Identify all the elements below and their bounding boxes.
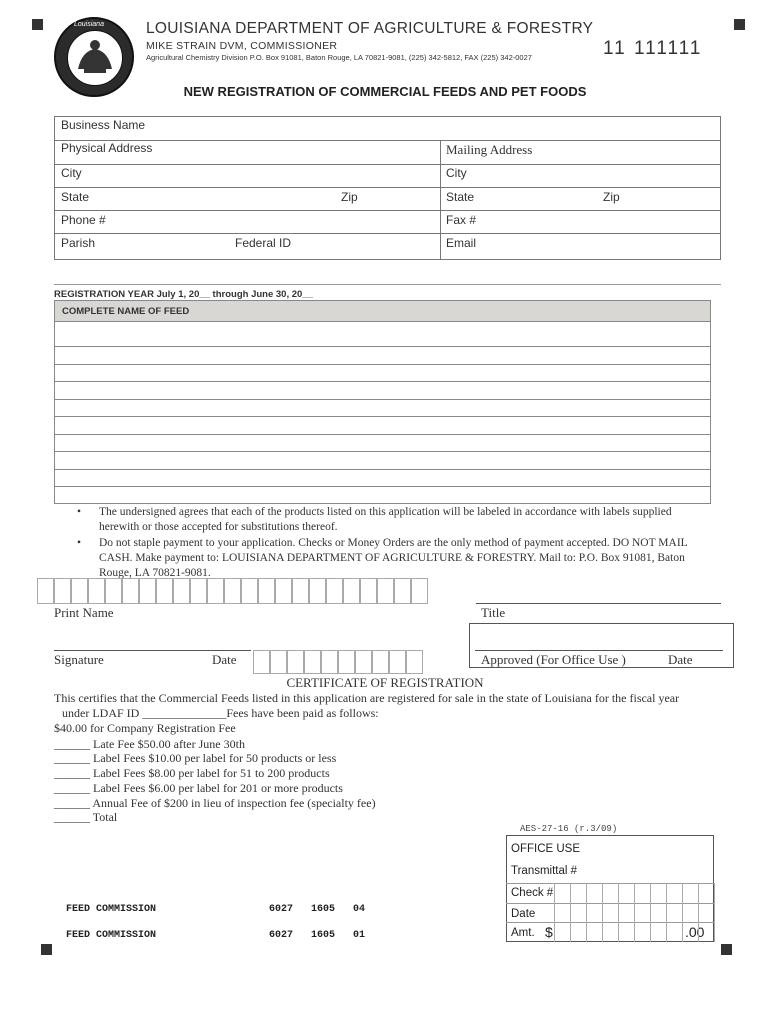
feed-commission-code: 6027 1605 04 — [269, 904, 366, 915]
total-fee[interactable]: ______ Total — [54, 810, 118, 824]
parish-field[interactable]: Parish — [61, 236, 96, 250]
check-number-grid[interactable] — [554, 883, 715, 903]
table-row[interactable] — [54, 486, 711, 487]
date-comb[interactable] — [253, 650, 423, 674]
division-address: Agricultural Chemistry Division P.O. Box 91081, Baton Rouge, LA 70821-9081, (225) 342-5812, FAX (225) 342-0027 — [146, 53, 532, 62]
form-title: NEW REGISTRATION OF COMMERCIAL FEEDS AND PET FOODS — [183, 84, 587, 99]
feed-table-header: COMPLETE NAME OF FEED — [54, 300, 711, 322]
mailing-city-field[interactable]: City — [446, 166, 467, 180]
approved-label: Approved (For Office Use ) — [481, 652, 626, 667]
registration-mark — [41, 944, 52, 955]
pelican-emblem — [67, 30, 123, 86]
table-row[interactable] — [54, 416, 711, 417]
registration-mark — [734, 19, 745, 30]
state-field[interactable]: State — [61, 190, 90, 204]
amount-cents: .00 — [685, 924, 705, 940]
table-row[interactable] — [54, 399, 711, 400]
labeling-statement: The undersigned agrees that each of the products listed on this application will be labeled in accordance with labels supplied herewith or those accepted for substitutions thereof. — [99, 506, 672, 533]
company-fee: $40.00 for Company Registration Fee — [54, 721, 236, 735]
dollar-sign: $ — [545, 924, 553, 940]
certificate-heading: CERTIFICATE OF REGISTRATION — [286, 675, 484, 690]
office-date-label: Date — [511, 908, 536, 920]
form-code: AES-27-16 (r.3/09) — [520, 824, 618, 834]
office-use-title: OFFICE USE — [511, 843, 581, 855]
approved-date-label: Date — [668, 652, 693, 667]
print-name-label: Print Name — [54, 605, 114, 620]
amount-grid[interactable] — [554, 922, 715, 942]
certificate-line-2: under LDAF ID ______________Fees have been paid as follows: — [62, 706, 379, 720]
table-row[interactable] — [54, 469, 711, 470]
table-row[interactable] — [54, 346, 711, 347]
business-name-field[interactable]: Business Name — [61, 118, 146, 132]
transmittal-label: Transmittal # — [511, 865, 578, 877]
label-fee-50[interactable]: ______ Label Fees $10.00 per label for 50 products or less — [54, 751, 337, 765]
business-info-box — [54, 116, 721, 260]
feed-commission-code: 6027 1605 01 — [269, 930, 366, 941]
certificate-line-1: This certifies that the Commercial Feeds listed in this application are registered for sale in the state of Louisiana for the fiscal year — [54, 691, 680, 705]
registration-year[interactable]: REGISTRATION YEAR July 1, 20__ through June 30, 20__ — [54, 289, 313, 300]
fax-field[interactable]: Fax # — [446, 213, 477, 227]
mailing-zip-field[interactable]: Zip — [603, 190, 620, 204]
label-fee-200[interactable]: ______ Label Fees $8.00 per label for 51 to 200 products — [54, 766, 330, 780]
federal-id-field[interactable]: Federal ID — [235, 236, 292, 250]
check-label: Check # — [511, 887, 554, 899]
title-label: Title — [481, 605, 506, 620]
payment-statement: Do not staple payment to your application. Checks or Money Orders are the only method of payment accepted. DO NOT MAIL CASH. Make payment to: LOUISIANA DEPARTMENT OF AGRICULTURE & FORESTRY. Mail to: P.O. Box 91081, Baton Rouge, LA 70821-9081. — [99, 537, 688, 579]
signature-label: Signature — [54, 652, 104, 667]
bullet-icon: • — [77, 506, 82, 518]
department-name: LOUISIANA DEPARTMENT OF AGRICULTURE & FORESTRY — [146, 20, 594, 37]
late-fee[interactable]: ______ Late Fee $50.00 after June 30th — [54, 737, 245, 751]
date-label: Date — [212, 652, 237, 667]
bullet-icon: • — [77, 537, 82, 549]
table-row[interactable] — [54, 364, 711, 365]
annual-fee[interactable]: ______ Annual Fee of $200 in lieu of inspection fee (specialty fee) — [54, 796, 376, 810]
commissioner-name: MIKE STRAIN DVM, COMMISSIONER — [146, 40, 338, 52]
table-row[interactable] — [54, 451, 711, 452]
feed-commission-label: FEED COMMISSION — [66, 930, 157, 941]
label-fee-201[interactable]: ______ Label Fees $6.00 per label for 201 or more products — [54, 781, 343, 795]
form-number: 11 111111 — [603, 38, 703, 59]
mailing-address-field[interactable]: Mailing Address — [446, 142, 533, 157]
table-row[interactable] — [54, 381, 711, 382]
office-date-grid[interactable] — [554, 903, 715, 922]
table-row[interactable] — [54, 434, 711, 435]
mailing-state-field[interactable]: State — [446, 190, 475, 204]
physical-address-field[interactable]: Physical Address — [61, 141, 153, 155]
zip-field[interactable]: Zip — [341, 190, 358, 204]
print-name-comb[interactable] — [37, 578, 428, 604]
table-row[interactable] — [54, 503, 711, 504]
seal-text: Louisiana — [74, 21, 104, 28]
registration-mark — [32, 19, 43, 30]
email-field[interactable]: Email — [446, 236, 477, 250]
feed-commission-label: FEED COMMISSION — [66, 904, 157, 915]
registration-mark — [721, 944, 732, 955]
feed-table — [54, 322, 711, 504]
phone-field[interactable]: Phone # — [61, 213, 106, 227]
amount-label: Amt. — [511, 927, 535, 939]
city-field[interactable]: City — [61, 166, 82, 180]
